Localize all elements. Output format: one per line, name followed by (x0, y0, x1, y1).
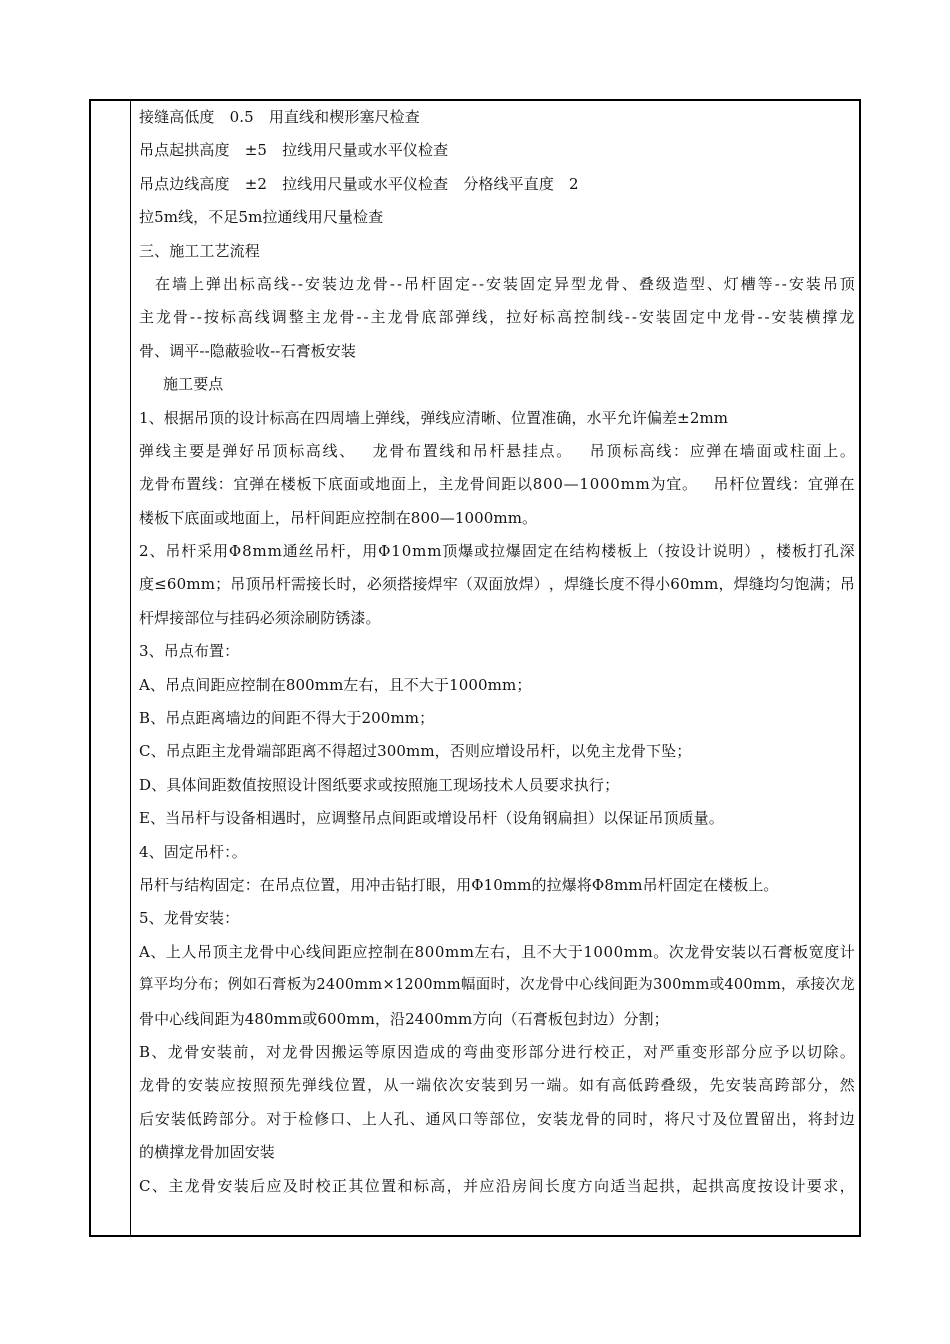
text-line: 接缝高低度 0.5 用直线和楔形塞尺检查 (139, 108, 420, 126)
table-left-column (91, 101, 131, 1235)
text-line: 龙 骨 布 置 线 ： 宜 弹 在 楼 板 下 底 面 或 地 面 上 ， 主 龙 骨 间 距 以 8 0 0 — 1 0 0 0 m m 为 宜 。 吊 杆 位 置 线 ： 宜 弹 在 (139, 475, 855, 494)
text-line: E、当吊杆与设备相遇时，应调整吊点间距或增设吊杆（设角钢扁担）以保证吊顶质量。 (139, 809, 724, 828)
text-line: D、具体间距数值按照设计图纸要求或按照施工现场技术人员要求执行； (139, 775, 620, 794)
text-line: 主 龙 骨 - - 按 标 高 线 调 整 主 龙 骨 - - 主 龙 骨 底 部 弹 线 ， 拉 好 标 高 控 制 线 - - 安 装 固 定 中 龙 骨 - - 安 装 横 撑 龙 (139, 308, 855, 327)
text-line: A 、 上 人 吊 顶 主 龙 骨 中 心 线 间 距 应 控 制 在 8 0 0 m m 左 右 ， 且 不 大 于 1 0 0 0 m m 。 次 龙 骨 安 装 以 石 膏 板 宽 度 计 (139, 942, 855, 961)
text-line: 骨、调平--隐蔽验收--石膏板安装 (139, 341, 356, 360)
text-line: 度 ≤ 6 0 m m ； 吊 顶 吊 杆 需 接 长 时 ， 必 须 搭 接 焊 牢 （ 双 面 放 焊 ） ， 焊 缝 长 度 不 得 小 6 0 m m ， 焊 缝 均 匀 饱 满 ； 吊 (139, 575, 855, 594)
document-table (89, 99, 861, 1237)
text-line: 3、吊点布置： (139, 642, 240, 661)
text-line: C、吊点距主龙骨端部距离不得超过300mm，否则应增设吊杆，以免主龙骨下坠； (139, 742, 692, 761)
text-line: 楼板下底面或地面上，吊杆间距应控制在800—1000mm。 (139, 508, 538, 527)
text-line: 弹 线 主 要 是 弹 好 吊 顶 标 高 线 、 龙 骨 布 置 线 和 吊 杆 悬 挂 点 。 吊 顶 标 高 线 ： 应 弹 在 墙 面 或 柱 面 上 。 (139, 441, 855, 460)
text-line: 后 安 装 低 跨 部 分 。 对 于 检 修 口 、 上 人 孔 、 通 风 口 等 部 位 ， 安 装 龙 骨 的 同 时 ， 将 尺 寸 及 位 置 留 出 ， 将 封 边 (139, 1109, 855, 1128)
text-line: 施工要点 (163, 375, 224, 394)
text-line: 龙 骨 的 安 装 应 按 照 预 先 弹 线 位 置 ， 从 一 端 依 次 安 装 到 另 一 端 。 如 有 高 低 跨 叠 级 ， 先 安 装 高 跨 部 分 ， 然 (139, 1076, 855, 1095)
text-line: 三、施工工艺流程 (139, 241, 260, 260)
text-line: 算 平 均 分 布 ； 例 如 石 膏 板 为 2 4 0 0 m m × 1 2 0 0 m m 幅 面 时 ， 次 龙 骨 中 心 线 间 距 为 3 0 0 m m 或 4 0 0 m m ， 承 接 次 龙 (139, 977, 855, 994)
text-line: B、吊点距离墙边的间距不得大于200mm； (139, 709, 435, 728)
text-line: 杆焊接部位与挂码必须涂刷防锈漆。 (139, 608, 381, 627)
text-line: 吊点边线高度 ±2 拉线用尺量或水平仪检查 分格线平直度 2 (139, 174, 579, 193)
text-line: 的横撑龙骨加固安装 (139, 1143, 275, 1162)
text-line: C 、 主 龙 骨 安 装 后 应 及 时 校 正 其 位 置 和 标 高 ， 并 应 沿 房 间 长 度 方 向 适 当 起 拱 ， 起 拱 高 度 按 设 计 要 求 ， (139, 1176, 855, 1195)
text-line: 吊点起拱高度 ±5 拉线用尺量或水平仪检查 (139, 141, 449, 160)
document-content-cell (139, 101, 855, 1235)
text-line: 4、固定吊杆：。 (139, 842, 247, 861)
text-line: 骨中心线间距为480mm或600mm，沿2400mm方向（石膏板包封边）分割； (139, 1009, 669, 1028)
text-line: 2 、 吊 杆 采 用 Φ 8 m m 通 丝 吊 杆 ， 用 Φ 1 0 m m 顶 爆 或 拉 爆 固 定 在 结 构 楼 板 上 （ 按 设 计 说 明 ） ， 楼 板 打 孔 深 (139, 542, 855, 561)
text-line: 吊杆与结构固定：在吊点位置，用冲击钻打眼，用Φ10mm的拉爆将Φ8mm吊杆固定在楼板上。 (139, 875, 779, 894)
text-line: 拉5m线，不足5m拉通线用尺量检查 (139, 208, 384, 227)
text-line: 5、龙骨安装： (139, 909, 240, 928)
text-line: 1、根据吊顶的设计标高在四周墙上弹线，弹线应清晰、位置准确，水平允许偏差±2mm (139, 408, 729, 427)
text-line: B 、 龙 骨 安 装 前 ， 对 龙 骨 因 搬 运 等 原 因 造 成 的 弯 曲 变 形 部 分 进 行 校 正 ， 对 严 重 变 形 部 分 应 予 以 切 除 。 (139, 1042, 855, 1061)
text-line: 在 墙 上 弹 出 标 高 线 - - 安 装 边 龙 骨 - - 吊 杆 固 定 - - 安 装 固 定 异 型 龙 骨 、 叠 级 造 型 、 灯 槽 等 - - 安 装 吊 顶 (155, 274, 855, 293)
text-line: A、吊点间距应控制在800mm左右，且不大于1000mm； (139, 675, 532, 694)
